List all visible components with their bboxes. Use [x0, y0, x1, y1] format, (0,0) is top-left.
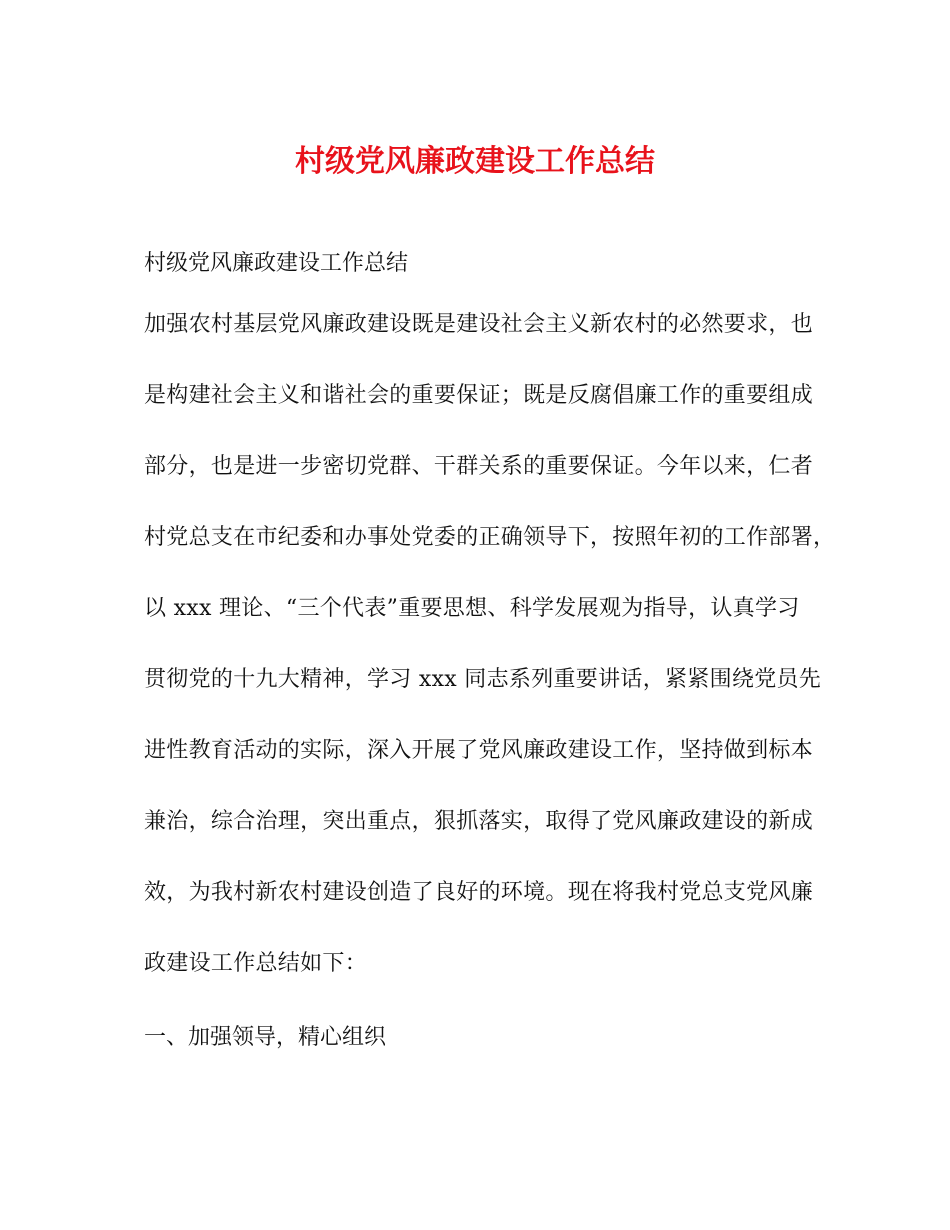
paragraph-line: 以 xxx 理论、“三个代表”重要思想、科学发展观为指导，认真学习 [144, 596, 800, 621]
body-paragraph [144, 309, 836, 1019]
section-heading: 一、加强领导，精心组织 [144, 1025, 387, 1050]
paragraph-line: 加强农村基层党风廉政建设既是建设社会主义新农村的必然要求，也 [144, 312, 814, 337]
paragraph-line: 是构建社会主义和谐社会的重要保证；既是反腐倡廉工作的重要组成 [144, 383, 814, 408]
paragraph-line: 部分，也是进一步密切党群、干群关系的重要保证。今年以来，仁者 [144, 454, 814, 479]
paragraph-line: 进性教育活动的实际，深入开展了党风廉政建设工作，坚持做到标本 [144, 738, 814, 763]
paragraph-line: 效，为我村新农村建设创造了良好的环境。现在将我村党总支党风廉 [144, 880, 814, 905]
paragraph-line: 兼治，综合治理，突出重点，狠抓落实，取得了党风廉政建设的新成 [144, 809, 814, 834]
document-title: 村级党风廉政建设工作总结 [295, 144, 655, 179]
paragraph-line: 贯彻党的十九大精神，学习 xxx 同志系列重要讲话，紧紧围绕党员先 [144, 667, 822, 692]
paragraph-line: 政建设工作总结如下： [144, 951, 368, 976]
document-subtitle: 村级党风廉政建设工作总结 [144, 251, 409, 276]
paragraph-line: 村党总支在市纪委和办事处党委的正确领导下，按照年初的工作部署， [144, 525, 836, 550]
